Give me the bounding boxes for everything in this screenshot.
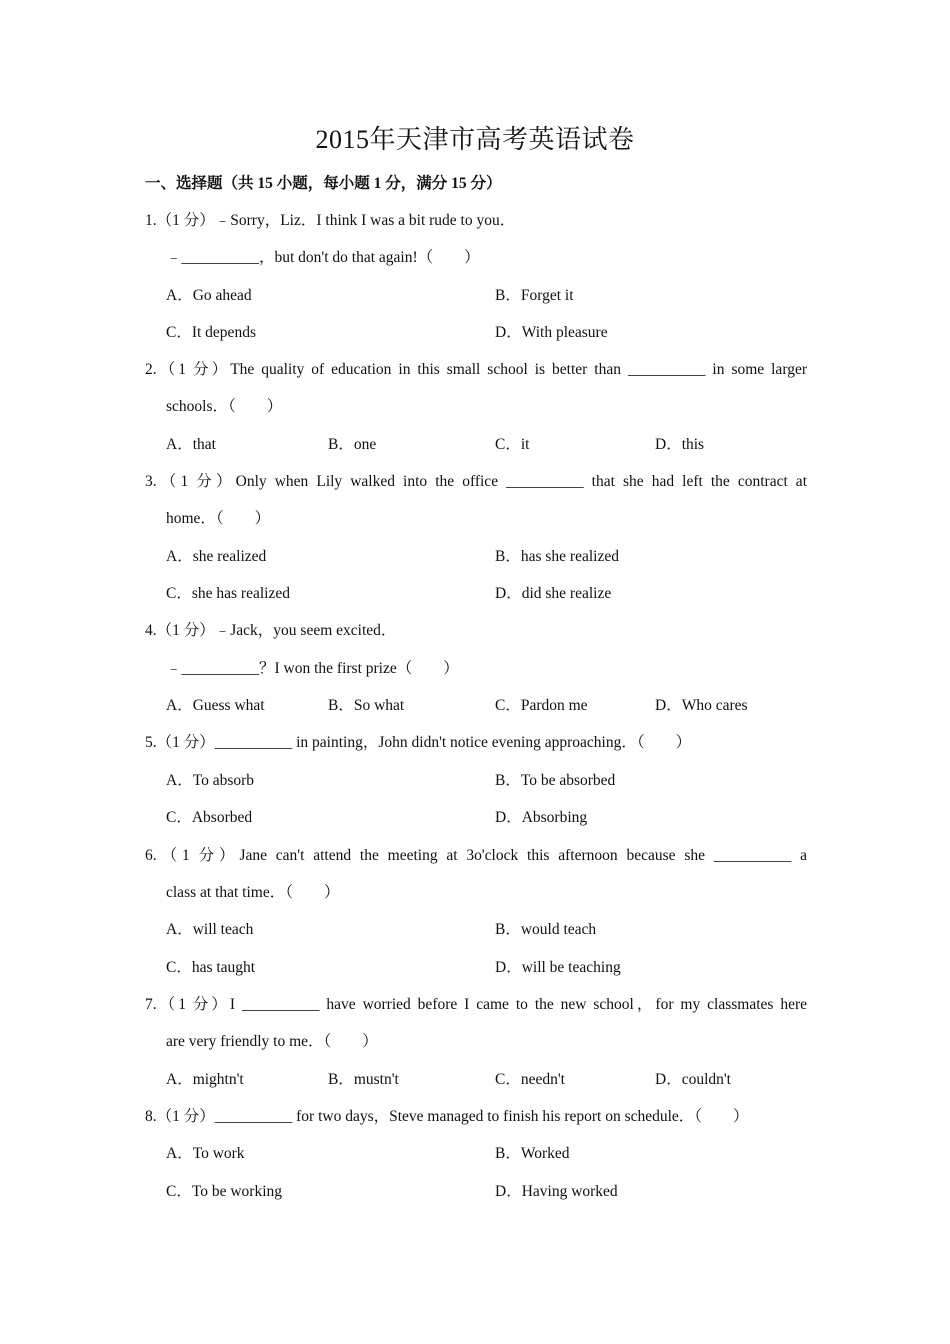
question-2-option-a[interactable]: A．that [166, 436, 216, 453]
question-4-stem: 4.（1 分）﹣Jack，you seem excited． [145, 622, 397, 639]
question-2-option-d[interactable]: D．this [655, 436, 705, 453]
question-7-stem [145, 994, 807, 1016]
question-5-option-b[interactable]: B．To be absorbed [495, 772, 616, 789]
question-7-option-c[interactable]: C．needn't [495, 1071, 565, 1088]
question-1-option-c[interactable]: C．It depends [166, 324, 256, 341]
question-2-stem-cont: schools．（ ） [166, 398, 283, 415]
question-5-stem: 5.（1 分）__________ in painting，John didn't notice evening approaching．（ ） [145, 734, 692, 751]
question-6-stem-cont: class at that time．（ ） [166, 884, 340, 901]
question-1-option-b[interactable]: B．Forget it [495, 287, 574, 304]
question-2-option-b[interactable]: B．one [328, 436, 377, 453]
question-3-option-c[interactable]: C．she has realized [166, 585, 290, 602]
question-6-stem [145, 845, 807, 867]
question-1-stem-cont: ﹣__________，but don't do that again!（ ） [166, 249, 480, 266]
question-7-option-a[interactable]: A．mightn't [166, 1071, 244, 1088]
question-6-option-b[interactable]: B．would teach [495, 921, 597, 938]
question-7-option-b[interactable]: B．mustn't [328, 1071, 399, 1088]
question-4-option-a[interactable]: A．Guess what [166, 697, 265, 714]
question-8-option-d[interactable]: D．Having worked [495, 1183, 618, 1200]
question-3-option-d[interactable]: D．did she realize [495, 585, 612, 602]
question-7-option-d[interactable]: D．couldn't [655, 1071, 731, 1088]
question-1-stem: 1.（1 分）﹣Sorry，Liz．I think I was a bit rude to you． [145, 212, 516, 229]
question-4-option-b[interactable]: B．So what [328, 697, 405, 714]
question-7-stem-cont: are very friendly to me．（ ） [166, 1033, 378, 1050]
question-8-option-a[interactable]: A．To work [166, 1145, 245, 1162]
question-8-option-c[interactable]: C．To be working [166, 1183, 283, 1200]
question-2-stem [145, 359, 807, 381]
question-4-stem-cont: ﹣__________？I won the first prize（ ） [166, 660, 459, 677]
question-5-option-d[interactable]: D．Absorbing [495, 809, 588, 826]
question-3-option-a[interactable]: A．she realized [166, 548, 267, 565]
question-6-stem-text: 6.（1 分）Jane can't attend the meeting at 3o'clock this afternoon because she __________ a [145, 847, 807, 864]
question-3-stem-text: 3.（1 分）Only when Lily walked into the office __________ that she had left the contract at [145, 473, 807, 490]
question-4-option-c[interactable]: C．Pardon me [495, 697, 588, 714]
question-5-option-a[interactable]: A．To absorb [166, 772, 255, 789]
question-8-stem: 8.（1 分）__________ for two days，Steve managed to finish his report on schedule．（ ） [145, 1108, 749, 1125]
question-1-option-d[interactable]: D．With pleasure [495, 324, 608, 341]
question-6-option-a[interactable]: A．will teach [166, 921, 254, 938]
question-7-stem-text: 7.（1 分）I __________ have worried before I came to the new school，for my classmates here [145, 996, 807, 1013]
question-3-stem [145, 471, 807, 493]
question-5-option-c[interactable]: C．Absorbed [166, 809, 253, 826]
question-2-option-c[interactable]: C．it [495, 436, 530, 453]
question-6-option-d[interactable]: D．will be teaching [495, 959, 621, 976]
section-heading: 一、选择题（共 15 小题，每小题 1 分，满分 15 分） [145, 175, 502, 192]
question-3-option-b[interactable]: B．has she realized [495, 548, 619, 565]
question-2-stem-text: 2.（1 分）The quality of education in this small school is better than __________ in some larger [145, 361, 807, 378]
question-1-option-a[interactable]: A．Go ahead [166, 287, 252, 304]
question-3-stem-cont: home．（ ） [166, 510, 271, 527]
page-title: 2015年天津市高考英语试卷 [315, 125, 635, 154]
question-6-option-c[interactable]: C．has taught [166, 959, 256, 976]
question-4-option-d[interactable]: D．Who cares [655, 697, 748, 714]
question-8-option-b[interactable]: B．Worked [495, 1145, 570, 1162]
